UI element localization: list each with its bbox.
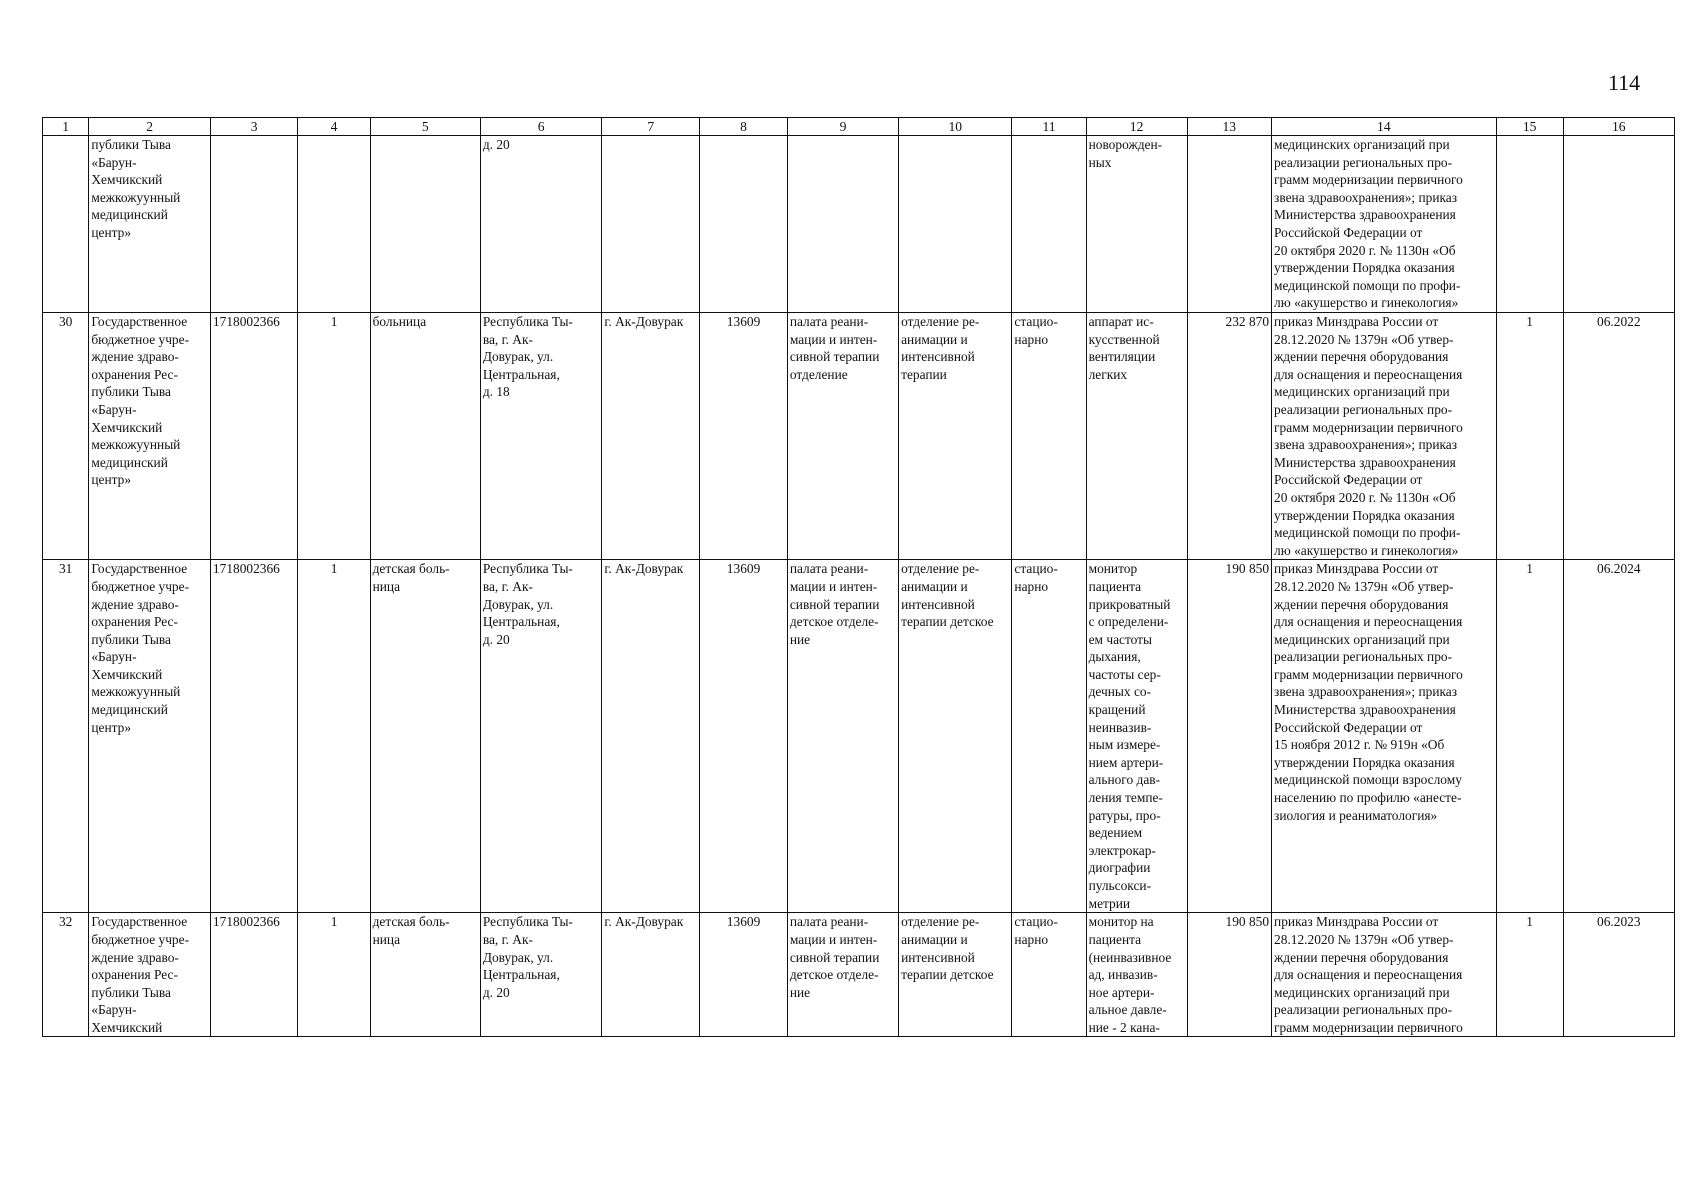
cell-care-form [1012, 136, 1086, 313]
column-header: 8 [700, 118, 788, 136]
cell-price: 190 850 [1187, 913, 1271, 1037]
cell-quantity [1496, 136, 1563, 313]
column-header: 2 [89, 118, 211, 136]
cell-room: палата реани- мации и интен- сивной терапии детское отделе- ние [787, 560, 898, 913]
cell-facility-type: больница [370, 313, 480, 560]
cell-room [787, 136, 898, 313]
cell-settlement: г. Ак-Довурак [602, 560, 700, 913]
cell-code: 13609 [700, 560, 788, 913]
cell-department: отделение ре- анимации и интенсивной терапии детское [899, 913, 1012, 1037]
cell-room: палата реани- мации и интен- сивной терапии отделение [787, 313, 898, 560]
cell-col4: 1 [298, 313, 370, 560]
cell-col4: 1 [298, 913, 370, 1037]
cell-institution: публики Тыва «Барун- Хемчикский межкожуунный медицинский центр» [89, 136, 211, 313]
cell-row-number: 31 [43, 560, 89, 913]
cell-address: д. 20 [480, 136, 602, 313]
cell-price: 232 870 [1187, 313, 1271, 560]
cell-row-number [43, 136, 89, 313]
cell-row-number: 32 [43, 913, 89, 1037]
column-header: 14 [1272, 118, 1497, 136]
cell-institution: Государственное бюджетное учре- ждение здраво- охранения Рес- публики Тыва «Барун- Хемчикский межкожуунный медицинский центр» [89, 560, 211, 913]
cell-price: 190 850 [1187, 560, 1271, 913]
cell-room: палата реани- мации и интен- сивной терапии детское отделе- ние [787, 913, 898, 1037]
cell-equipment: монитор на пациента (неинвазивное ад, инвазив- ное артери- альное давле- ние - 2 кана- [1086, 913, 1187, 1037]
cell-facility-type: детская боль- ница [370, 560, 480, 913]
column-header: 3 [210, 118, 298, 136]
cell-department: отделение ре- анимации и интенсивной терапии [899, 313, 1012, 560]
cell-address: Республика Ты- ва, г. Ак- Довурак, ул. Центральная, д. 20 [480, 913, 602, 1037]
cell-facility-type [370, 136, 480, 313]
cell-date: 06.2024 [1563, 560, 1674, 913]
cell-inn [210, 136, 298, 313]
cell-inn: 1718002366 [210, 560, 298, 913]
cell-code [700, 136, 788, 313]
cell-date: 06.2023 [1563, 913, 1674, 1037]
column-header: 15 [1496, 118, 1563, 136]
cell-care-form: стацио- нарно [1012, 913, 1086, 1037]
cell-inn: 1718002366 [210, 313, 298, 560]
cell-care-form: стацио- нарно [1012, 560, 1086, 913]
cell-row-number: 30 [43, 313, 89, 560]
column-header: 16 [1563, 118, 1674, 136]
cell-settlement: г. Ак-Довурак [602, 313, 700, 560]
cell-address: Республика Ты- ва, г. Ак- Довурак, ул. Центральная, д. 20 [480, 560, 602, 913]
cell-settlement: г. Ак-Довурак [602, 913, 700, 1037]
cell-col4: 1 [298, 560, 370, 913]
cell-care-form: стацио- нарно [1012, 313, 1086, 560]
table-row [43, 136, 1675, 313]
cell-equipment: новорожден- ных [1086, 136, 1187, 313]
cell-equipment: монитор пациента прикроватный с определени- ем частоты дыхания, частоты сер- дечных со- кращений неинвазив- ным измере- нием артери- ального дав- ления темпе- ратуры, про- ведением электрокар- диографии пульсокси- метрии [1086, 560, 1187, 913]
cell-department: отделение ре- анимации и интенсивной терапии детское [899, 560, 1012, 913]
column-header: 5 [370, 118, 480, 136]
column-header: 9 [787, 118, 898, 136]
cell-code: 13609 [700, 313, 788, 560]
column-header: 1 [43, 118, 89, 136]
equipment-register-table [42, 117, 1675, 1037]
cell-quantity: 1 [1496, 913, 1563, 1037]
table-row [43, 313, 1675, 560]
column-number-row [43, 118, 1675, 136]
page-number: 114 [1608, 70, 1641, 95]
column-header: 10 [899, 118, 1012, 136]
column-header: 13 [1187, 118, 1271, 136]
table-row [43, 560, 1675, 913]
cell-date: 06.2022 [1563, 313, 1674, 560]
cell-regulation: медицинских организаций при реализации региональных про- грамм модернизации первичного звена здравоохранения»; приказ Министерства здравоохранения Российской Федерации от 20 октября 2020 г. № 1130н «Об утверждении Порядка оказания медицинской помощи по профи- лю «акушерство и гинекология» [1272, 136, 1497, 313]
cell-settlement [602, 136, 700, 313]
cell-quantity: 1 [1496, 313, 1563, 560]
cell-address: Республика Ты- ва, г. Ак- Довурак, ул. Центральная, д. 18 [480, 313, 602, 560]
cell-department [899, 136, 1012, 313]
table-row [43, 913, 1675, 1037]
cell-regulation: приказ Минздрава России от 28.12.2020 № 1379н «Об утвер- ждении перечня оборудования для оснащения и переоснащения медицинских организаций при реализации региональных про- грамм модернизации первичного [1272, 913, 1497, 1037]
cell-quantity: 1 [1496, 560, 1563, 913]
cell-date [1563, 136, 1674, 313]
cell-regulation: приказ Минздрава России от 28.12.2020 № 1379н «Об утвер- ждении перечня оборудования для оснащения и переоснащения медицинских организаций при реализации региональных про- грамм модернизации первичного звена здравоохранения»; приказ Министерства здравоохранения Российской Федерации от 15 ноября 2012 г. № 919н «Об утверждении Порядка оказания медицинской помощи взрослому населению по профилю «анесте- зиология и реаниматология» [1272, 560, 1497, 913]
cell-institution: Государственное бюджетное учре- ждение здраво- охранения Рес- публики Тыва «Барун- Хемчикский межкожуунный медицинский центр» [89, 313, 211, 560]
column-header: 6 [480, 118, 602, 136]
cell-price [1187, 136, 1271, 313]
cell-facility-type: детская боль- ница [370, 913, 480, 1037]
column-header: 7 [602, 118, 700, 136]
cell-code: 13609 [700, 913, 788, 1037]
column-header: 11 [1012, 118, 1086, 136]
cell-col4 [298, 136, 370, 313]
cell-regulation: приказ Минздрава России от 28.12.2020 № 1379н «Об утвер- ждении перечня оборудования для оснащения и переоснащения медицинских организаций при реализации региональных про- грамм модернизации первичного звена здравоохранения»; приказ Министерства здравоохранения Российской Федерации от 20 октября 2020 г. № 1130н «Об утверждении Порядка оказания медицинской помощи по профи- лю «акушерство и гинекология» [1272, 313, 1497, 560]
column-header: 4 [298, 118, 370, 136]
cell-institution: Государственное бюджетное учре- ждение здраво- охранения Рес- публики Тыва «Барун- Хемчикский [89, 913, 211, 1037]
cell-equipment: аппарат ис- кусственной вентиляции легких [1086, 313, 1187, 560]
cell-inn: 1718002366 [210, 913, 298, 1037]
column-header: 12 [1086, 118, 1187, 136]
